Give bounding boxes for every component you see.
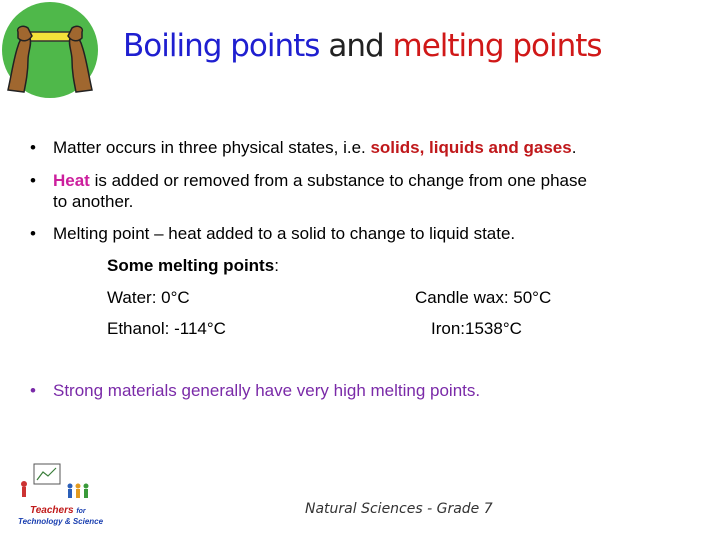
melting-points-heading: Some melting points: — [107, 256, 279, 275]
logo-text-for: for — [76, 508, 86, 515]
title-boiling: Boiling points — [123, 28, 320, 64]
bullet-text: Melting point – heat added to a solid to change to liquid state. — [53, 224, 516, 243]
teachers-logo-icon — [14, 462, 90, 500]
bullet-text-end: . — [571, 138, 577, 157]
bullet-dot-icon: • — [30, 138, 36, 157]
melting-point-water: Water: 0°C — [107, 288, 190, 307]
title-and: and — [328, 28, 384, 64]
melting-point-ethanol: Ethanol: -114°C — [107, 319, 226, 338]
bullet-text: is added or removed from a substance to change from one phase — [89, 171, 587, 190]
title-melting: melting points — [392, 28, 602, 64]
bullet-dot-icon: • — [30, 381, 36, 400]
logo-text-teachers: Teachers — [30, 505, 74, 516]
bullet-dot-icon: • — [30, 171, 36, 190]
bullet-text-line2: to another. — [53, 192, 134, 211]
bullet-dot-icon: • — [30, 224, 36, 243]
bullet-text: Strong materials generally have very high melting points. — [53, 381, 481, 400]
melting-point-iron: Iron:1538°C — [431, 319, 522, 338]
hands-stretching-icon — [2, 2, 98, 98]
teachers-logo — [14, 462, 104, 526]
bullet-highlight: solids, liquids and gases — [370, 138, 572, 157]
melting-point-candle-wax: Candle wax: 50°C — [415, 288, 552, 307]
logo-text-tech-science: Technology & Science — [18, 517, 104, 526]
bullet-highlight: Heat — [53, 171, 90, 190]
footer-text: Natural Sciences - Grade 7 — [305, 501, 493, 517]
page-title — [123, 28, 683, 78]
bullet-text: Matter occurs in three physical states, i.e. — [53, 138, 371, 157]
